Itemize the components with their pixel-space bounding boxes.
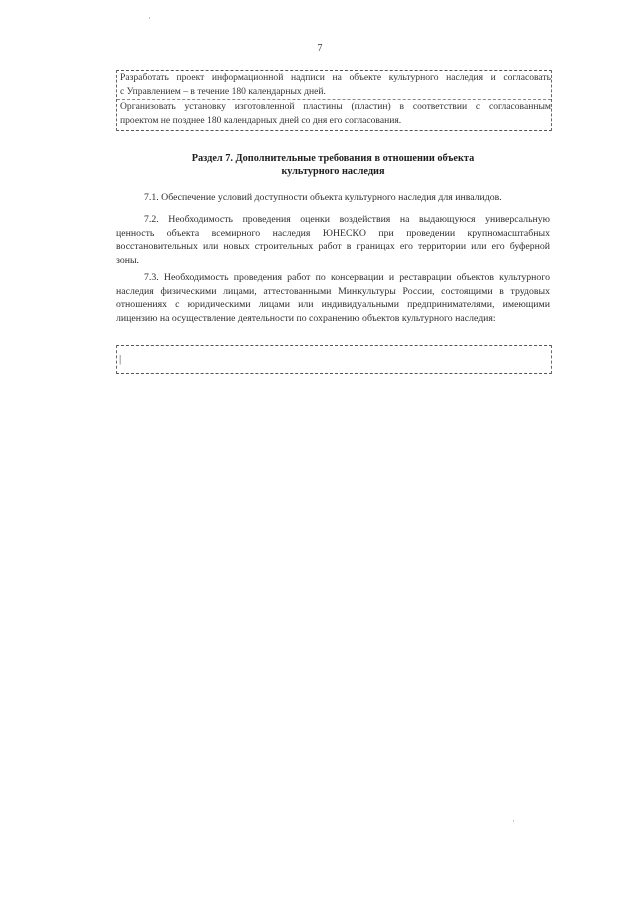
paragraph-line: 7.2. Необходимость проведения оценки воздействия на выдающуюся универсальную <box>144 214 550 225</box>
paragraph-7-1 <box>116 191 550 205</box>
paragraph-line: отношениях с юридическими лицами или индивидуальными предпринимателями, имеющими <box>116 299 550 311</box>
requirement-line: Организовать установку изготовленной пластины (пластин) в соответствии с согласованным <box>120 101 551 112</box>
paragraph-line: зоны. <box>116 255 139 267</box>
page-number: 7 <box>317 43 323 54</box>
paragraph-line: наследия физическими лицами, аттестованными Минкультуры России, состоящими в трудовых <box>116 285 550 297</box>
paragraph-line: 7.1. Обеспечение условий доступности объекта культурного наследия для инвалидов. <box>144 192 502 203</box>
paragraph-line: лицензию на осуществление деятельности по сохранению объектов культурного наследия: <box>116 313 496 325</box>
requirements-box <box>116 70 552 131</box>
requirement-line: с Управлением – в течение 180 календарных дней. <box>120 86 326 97</box>
box-edge-mark: | <box>119 353 122 365</box>
section-heading-line: культурного наследия <box>281 166 385 177</box>
paragraph-line: восстановительных или новых строительных работ в границах его территории или его буферной <box>116 241 550 253</box>
paragraph-line: 7.3. Необходимость проведения работ по консервации и реставрации объектов культурного <box>144 272 550 283</box>
paragraph-7-2 <box>116 213 550 268</box>
paragraph-7-3 <box>116 271 550 326</box>
section-heading <box>116 152 550 178</box>
empty-requirements-box <box>116 345 552 374</box>
paragraph-line: ценность объекта всемирного наследия ЮНЕСКО при проведении крупномасштабных <box>116 227 550 239</box>
scan-speck: · <box>148 13 151 23</box>
scan-speck: · <box>512 816 515 826</box>
section-heading-line: Раздел 7. Дополнительные требования в отношении объекта <box>191 153 475 164</box>
requirement-line: Разработать проект информационной надписи на объекте культурного наследия и согласовать <box>120 72 551 83</box>
requirement-line: проектом не позднее 180 календарных дней со дня его согласования. <box>120 115 402 126</box>
